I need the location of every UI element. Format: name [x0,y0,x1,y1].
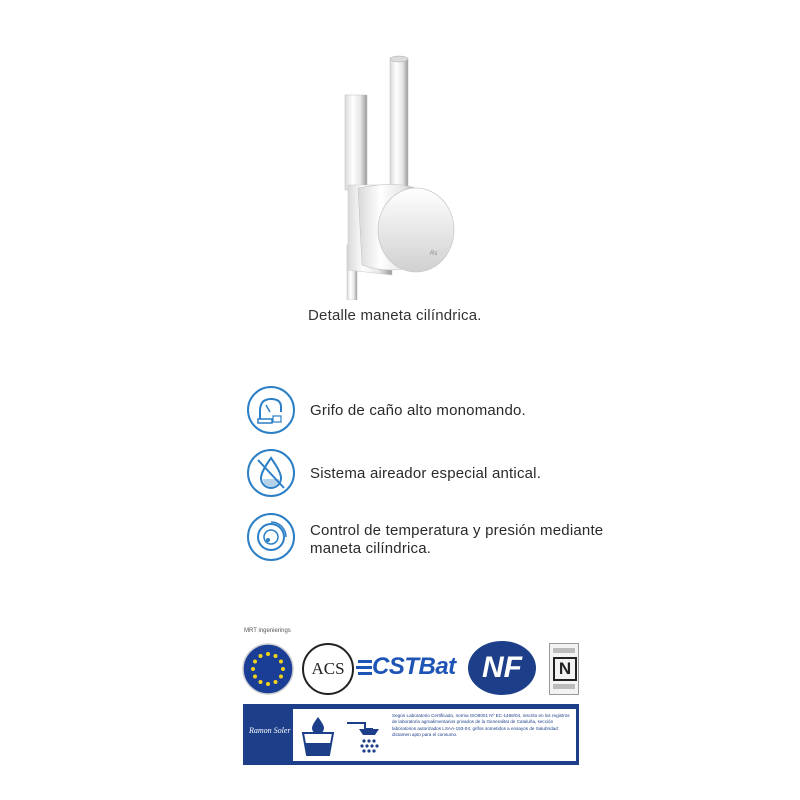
feature-text: Control de temperatura y presión mediante [310,522,604,539]
tall-spout-faucet-icon [246,385,296,435]
feature-item [246,448,296,503]
banner-logo: Ramon Soler [249,726,291,735]
feature-item [246,385,296,435]
feature-text: Sistema aireador especial antical. [310,465,542,482]
cstbat-logo [356,648,462,686]
feature-text-line-2: maneta cilíndrica. [310,540,432,557]
temperature-dial-icon [246,512,296,562]
acs-logo [302,643,354,695]
feature-text: Grifo de caño alto monomando. [310,402,526,419]
feature-item [246,512,296,567]
certification-banner [243,704,579,765]
svg-text:Rs: Rs [430,251,438,257]
shower-head-icon [343,713,383,757]
nf-logo [468,641,536,695]
certification-text: Según Laboratorio Certificado, norma ISO9001 Nº EC-1468/04, inscrito en los registros de laboratorio agroalimentarios privados de la Generalitat de Cataluña, sección laboratorios autorizados LSAA-193-04, grifos sometidos a ensayos de Salubridad: dictamen apto para el consumo. [392,713,570,738]
n-mark-icon: N [549,643,579,695]
eu-stars-icon [241,642,295,696]
acs-label: ACS [311,659,345,678]
product-caption: Detalle maneta cilíndrica. [308,307,482,324]
certifications-label: MRT ingenierings [244,628,291,634]
faucet-product-image [330,50,480,300]
nf-label: NF [482,651,522,684]
cstbat-label: CSTBat [372,653,456,680]
certification-panel [293,709,576,761]
anti-limescale-drop-icon [246,448,296,498]
water-glass-icon [298,715,338,757]
cstbat-lines-icon [356,652,372,682]
